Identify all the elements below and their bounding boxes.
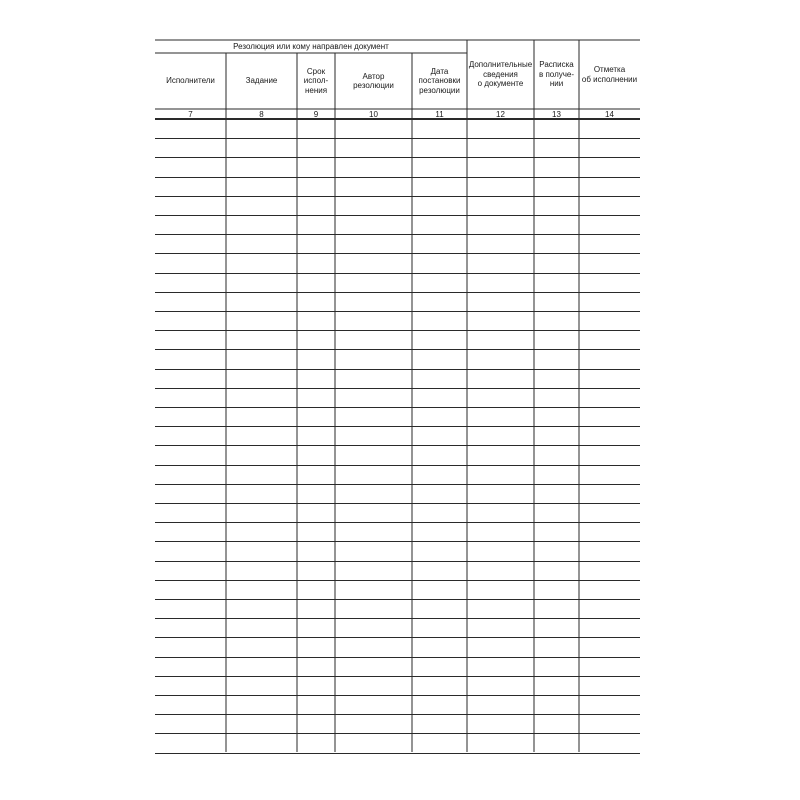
column-header-executors: Исполнители bbox=[166, 76, 215, 86]
column-number-14: 14 bbox=[605, 109, 614, 119]
table-ruling bbox=[155, 40, 640, 752]
column-header-execution-mark: Отметка об исполнении bbox=[581, 65, 638, 84]
document-journal-table bbox=[155, 40, 640, 752]
column-header-receipt: Расписка в получе- нии bbox=[538, 60, 575, 89]
column-header-resolution-date: Дата постановки резолюции bbox=[418, 66, 461, 95]
column-number-8: 8 bbox=[259, 109, 264, 119]
column-number-9: 9 bbox=[313, 109, 319, 119]
column-number-10: 10 bbox=[369, 109, 378, 119]
column-header-resolution-author: Автор резолюции bbox=[353, 71, 394, 90]
column-header-task: Задание bbox=[245, 76, 278, 86]
column-number-7: 7 bbox=[188, 109, 193, 119]
column-number-12: 12 bbox=[496, 109, 505, 119]
column-number-11: 11 bbox=[435, 109, 444, 119]
column-header-additional-info: Дополнительные сведения о документе bbox=[468, 60, 533, 89]
column-number-13: 13 bbox=[552, 109, 561, 119]
column-header-deadline: Срок испол- нения bbox=[303, 66, 329, 95]
group-header-resolution: Резолюция или кому направлен документ bbox=[233, 41, 389, 51]
